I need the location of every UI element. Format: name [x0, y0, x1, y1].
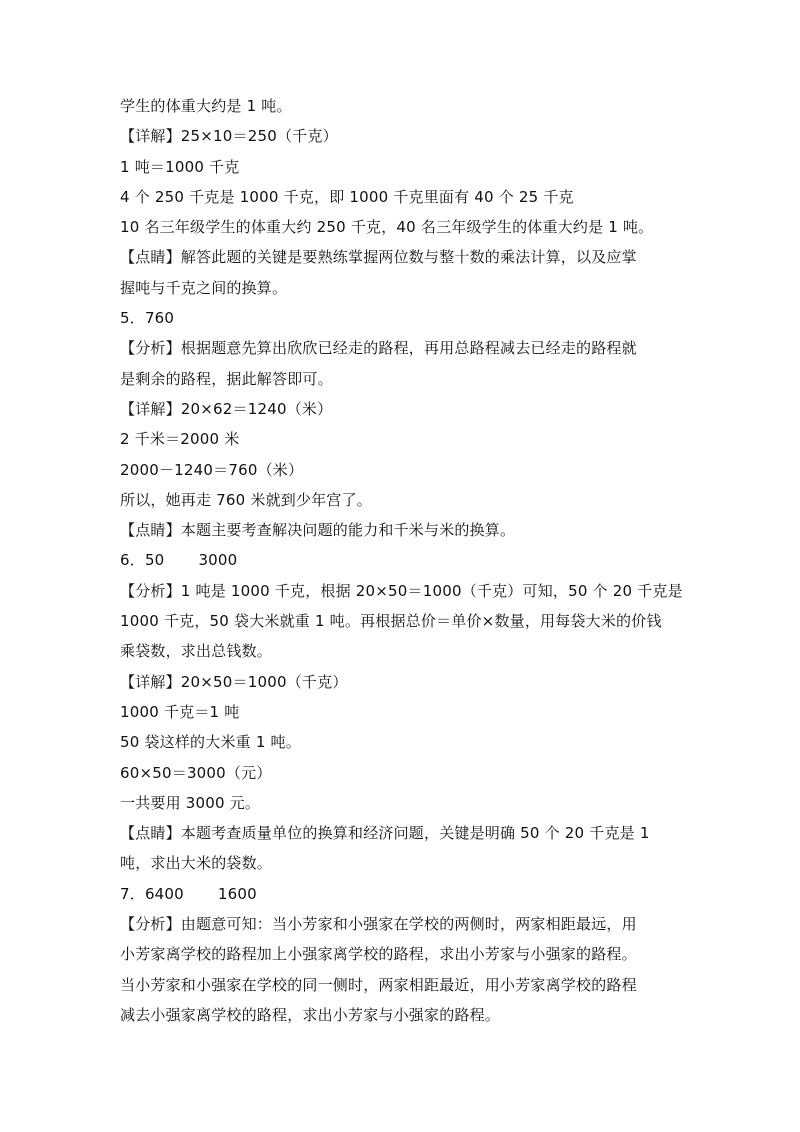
question-6-answer-first: 6．50 [120, 551, 165, 570]
text-line: 10 名三年级学生的体重大约 250 千克，40 名三年级学生的体重大约是 1 吨。 [120, 218, 654, 237]
text-line: 【点睛】本题主要考查解决问题的能力和千米与米的换算。 [120, 521, 516, 540]
question-7-answer-second: 1600 [217, 884, 257, 903]
text-line: 握吨与千克之间的换算。 [120, 278, 288, 297]
text-line: 【分析】由题意可知：当小芳家和小强家在学校的两侧时，两家相距最远，用 [120, 915, 637, 934]
text-line: 一共要用 3000 元。 [120, 793, 261, 812]
text-line: 小芳家离学校的路程加上小强家离学校的路程，求出小芳家与小强家的路程。 [120, 945, 637, 964]
text-line: 1 吨＝1000 千克 [120, 157, 240, 176]
text-line: 吨，求出大米的袋数。 [120, 854, 273, 873]
text-line: 减去小强家离学校的路程，求出小芳家与小强家的路程。 [120, 1005, 501, 1024]
question-7-answer [120, 879, 680, 909]
text-line: 2000－1240＝760（米） [120, 460, 304, 479]
text-line: 4 个 250 千克是 1000 千克，即 1000 千克里面有 40 个 25 千克 [120, 187, 574, 206]
text-line: 学生的体重大约是 1 吨。 [120, 97, 292, 115]
text-line: 60×50＝3000（元） [120, 763, 272, 782]
text-line: 【详解】25×10＝250（千克） [120, 127, 338, 146]
question-6-answer-second: 3000 [198, 551, 238, 570]
question-6-answer [120, 545, 680, 575]
text-line: 【点睛】本题考查质量单位的换算和经济问题，关键是明确 50 个 20 千克是 1 [120, 824, 650, 843]
question-7-answer-first: 7．6400 [120, 884, 184, 903]
text-line: 2 千米＝2000 米 [120, 430, 240, 449]
text-line: 所以，她再走 760 米就到少年宫了。 [120, 490, 372, 509]
text-line: 【分析】1 吨是 1000 千克，根据 20×50＝1000（千克）可知，50 个 20 千克是 [120, 581, 683, 600]
text-line: 1000 千克，50 袋大米就重 1 吨。再根据总价＝单价×数量，用每袋大米的价钱 [120, 612, 662, 631]
text-line: 【详解】20×62＝1240（米） [120, 399, 333, 418]
question-5-answer: 5．760 [120, 309, 175, 328]
text-line: 【分析】根据题意先算出欣欣已经走的路程，再用总路程减去已经走的路程就 [120, 339, 637, 358]
text-line: 【详解】20×50＝1000（千克） [120, 672, 348, 691]
text-line: 50 袋这样的大米重 1 吨。 [120, 733, 301, 752]
text-line: 当小芳家和小强家在学校的同一侧时，两家相距最近，用小芳家离学校的路程 [120, 975, 637, 994]
document-body [120, 91, 683, 1030]
text-line: 【点睛】解答此题的关键是要熟练掌握两位数与整十数的乘法计算，以及应掌 [120, 248, 637, 267]
text-line: 是剩余的路程，据此解答即可。 [120, 369, 333, 388]
text-line: 乘袋数，求出总钱数。 [120, 642, 273, 661]
text-line: 1000 千克＝1 吨 [120, 702, 240, 721]
